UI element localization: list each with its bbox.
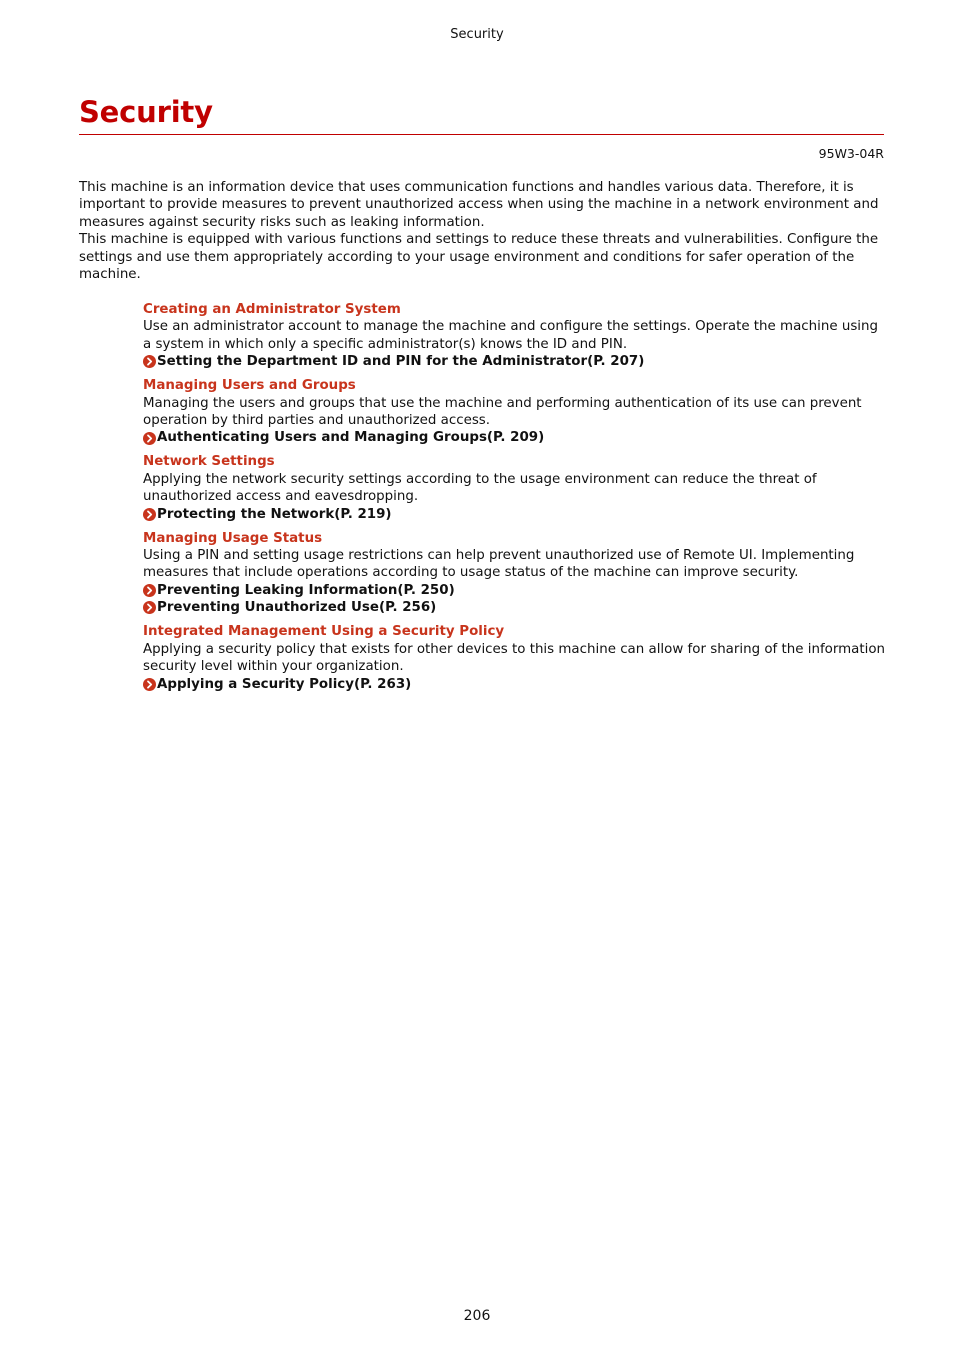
section-list xyxy=(143,301,888,700)
section-body: Use an administrator account to manage the machine and configure the settings. Operate the machine using a system in which only a specific administrator(s) knows the ID and PIN. xyxy=(143,319,879,352)
link-preventing-leaking[interactable] xyxy=(143,582,888,599)
title-divider xyxy=(79,134,884,135)
link-preventing-unauthorized[interactable] xyxy=(143,599,888,616)
document-id: 95W3-04R xyxy=(818,146,884,161)
section-users-groups xyxy=(143,377,888,447)
section-usage-status xyxy=(143,530,888,617)
link-label: Authenticating Users and Managing Groups(P. 209) xyxy=(157,430,545,446)
section-heading: Integrated Management Using a Security Policy xyxy=(143,624,505,640)
section-body: Applying a security policy that exists for other devices to this machine can allow for sharing of the information security level within your organization. xyxy=(143,641,886,675)
link-label: Protecting the Network(P. 219) xyxy=(157,506,392,522)
section-admin-system xyxy=(143,301,888,371)
section-heading: Creating an Administrator System xyxy=(143,302,401,317)
link-label: Applying a Security Policy(P. 263) xyxy=(157,676,412,692)
section-network-settings xyxy=(143,453,888,523)
link-label: Setting the Department ID and PIN for the Administrator(P. 207) xyxy=(157,354,645,370)
chevron-circle-right-icon xyxy=(143,584,156,597)
intro-paragraph: This machine is equipped with various functions and settings to reduce these threats and vulnerabilities. Configure the settings and use them appropriately according to your usage environment and conditions for safer operation of the machine. xyxy=(79,232,879,283)
chevron-circle-right-icon xyxy=(143,508,156,521)
intro-paragraph: This machine is an information device that uses communication functions and handles various data. Therefore, it is important to provide measures to prevent unauthorized access when using the machine in a network environment and measures against security risks such as leaking information. xyxy=(79,180,879,230)
chevron-circle-right-icon xyxy=(143,432,156,445)
link-label: Preventing Unauthorized Use(P. 256) xyxy=(157,600,437,616)
running-header: Security xyxy=(450,27,504,42)
chevron-circle-right-icon xyxy=(143,601,156,614)
link-label: Preventing Leaking Information(P. 250) xyxy=(157,582,455,598)
chevron-circle-right-icon xyxy=(143,355,156,368)
link-protecting-network[interactable] xyxy=(143,506,888,523)
section-body: Using a PIN and setting usage restrictions can help prevent unauthorized use of Remote UI. Implementing measures that include operations according to usage status of the machine can improve security. xyxy=(143,548,855,581)
link-applying-security-policy[interactable] xyxy=(143,676,888,693)
page-number: 206 xyxy=(463,1308,491,1324)
section-heading: Network Settings xyxy=(143,454,275,470)
chevron-circle-right-icon xyxy=(143,678,156,691)
link-authenticating-users[interactable] xyxy=(143,429,888,446)
section-body: Managing the users and groups that use the machine and performing authentication of its use can prevent operation by third parties and unauthorized access. xyxy=(143,395,862,429)
section-security-policy xyxy=(143,623,888,693)
section-heading: Managing Users and Groups xyxy=(143,378,356,394)
section-body: Applying the network security settings according to the usage environment can reduce the threat of unauthorized access and eavesdropping. xyxy=(143,471,817,505)
page-title: Security xyxy=(79,95,213,129)
intro-text xyxy=(79,179,887,283)
section-heading: Managing Usage Status xyxy=(143,530,323,546)
link-admin-id-pin[interactable] xyxy=(143,353,888,370)
